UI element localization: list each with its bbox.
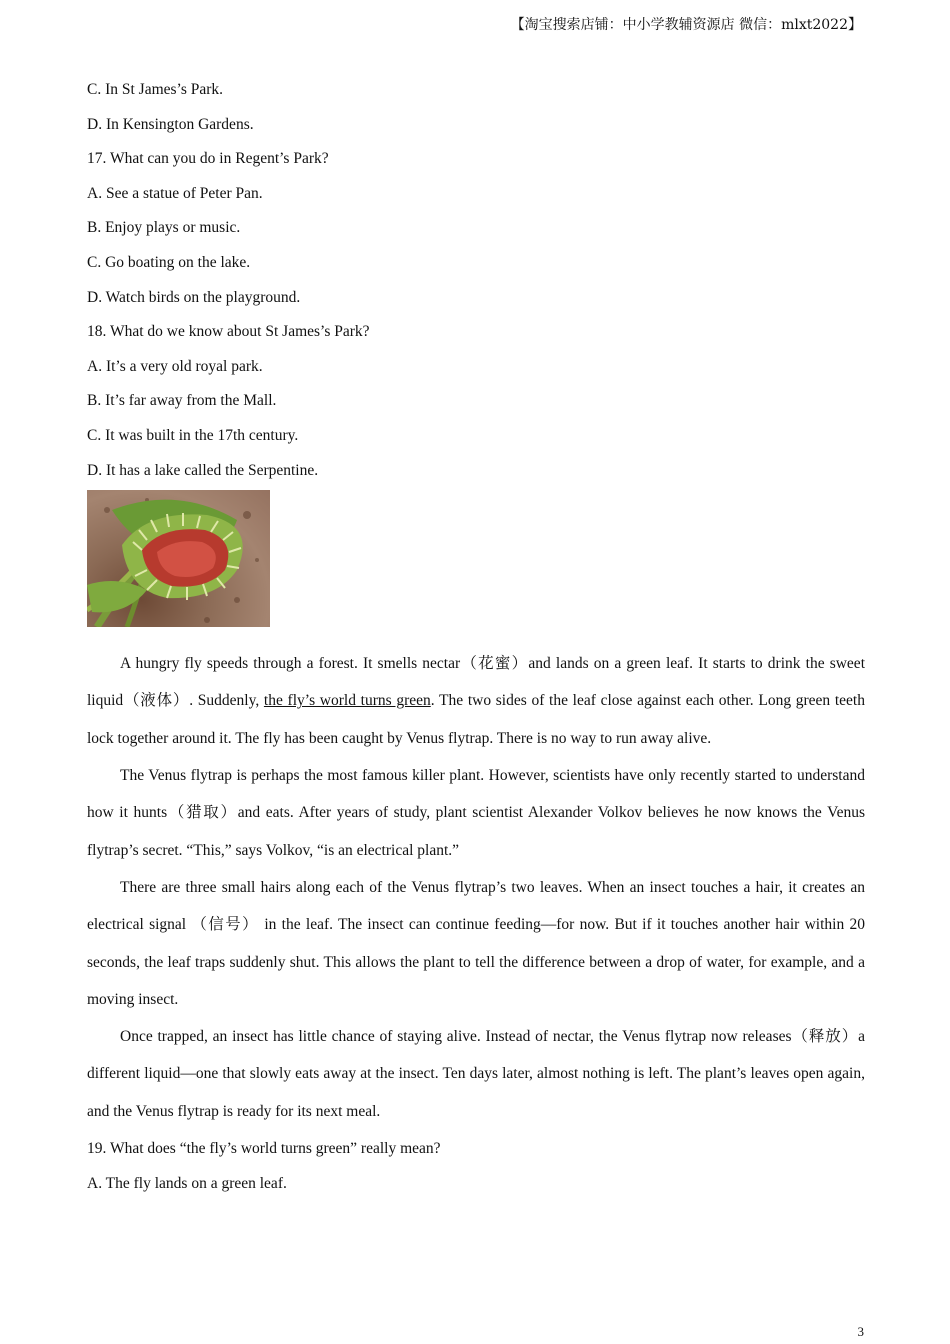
q18-option-a: A. It’s a very old royal park. (87, 357, 263, 375)
venus-flytrap-illustration (87, 490, 270, 627)
p1-text-a: A hungry fly speeds through a forest. It smells nectar（花蜜）and lands on a green leaf. It starts to drink the sweet liquid（液体）. Suddenly, (87, 655, 865, 710)
passage-paragraph-3 (87, 869, 865, 1018)
q18-option-d: D. It has a lake called the Serpentine. (87, 461, 319, 479)
option-d: D. In Kensington Gardens. (87, 115, 254, 133)
q18-option-b: B. It’s far away from the Mall. (87, 392, 277, 410)
venus-flytrap-image (87, 490, 270, 627)
question-18: 18. What do we know about St James’s Park? (87, 323, 370, 341)
page-number: 3 (857, 1324, 864, 1339)
p4-text: Once trapped, an insect has little chance of staying alive. Instead of nectar, the Venus flytrap now releases（释放）a different liquid—one that slowly eats away at the insect. Ten days later, almost nothing is left. The plant’s leaves open again, and the Venus flytrap is ready for its next meal. (87, 1028, 865, 1120)
q17-option-a: A. See a statue of Peter Pan. (87, 184, 263, 202)
option-c: C. In St James’s Park. (87, 81, 224, 98)
q18-option-c: C. It was built in the 17th century. (87, 426, 299, 444)
question-19: 19. What does “the fly’s world turns green” really mean? (87, 1139, 441, 1157)
p3-text: There are three small hairs along each of the Venus flytrap’s two leaves. When an insect touches a hair, it creates an electrical signal （信号） in the leaf. The insect can continue feeding—for now. But if it touches another hair within 20 seconds, the leaf traps suddenly shut. This allows the plant to tell the difference between a drop of water, for example, and a moving insect. (87, 878, 865, 1008)
page-content (87, 78, 865, 1206)
passage-paragraph-4 (87, 1018, 865, 1130)
passage-paragraph-2 (87, 757, 865, 869)
q17-option-d: D. Watch birds on the playground. (87, 288, 301, 306)
passage-paragraph-1 (87, 645, 865, 757)
question-17: 17. What can you do in Regent’s Park? (87, 150, 329, 168)
q17-option-c: C. Go boating on the lake. (87, 253, 251, 271)
p2-text: The Venus flytrap is perhaps the most famous killer plant. However, scientists have only recently started to understand how it hunts（猎取）and eats. After years of study, plant scientist Alexander Volkov believes he now knows the Venus flytrap’s secret. “This,” says Volkov, “is an electrical plant.” (87, 767, 865, 859)
p1-text-b: . The two sides of the leaf close against each other. Long green teeth lock together around it. The fly has been caught by Venus flytrap. There is no way to run away alive. (87, 692, 865, 747)
q19-option-a: A. The fly lands on a green leaf. (87, 1174, 287, 1192)
p1-underlined-phrase: the fly’s world turns green (263, 692, 431, 710)
reading-passage (87, 645, 865, 1130)
page-header: 【淘宝搜索店铺：中小学教辅资源店 微信：mlxt2022】 (510, 17, 862, 33)
q17-option-b: B. Enjoy plays or music. (87, 219, 241, 237)
